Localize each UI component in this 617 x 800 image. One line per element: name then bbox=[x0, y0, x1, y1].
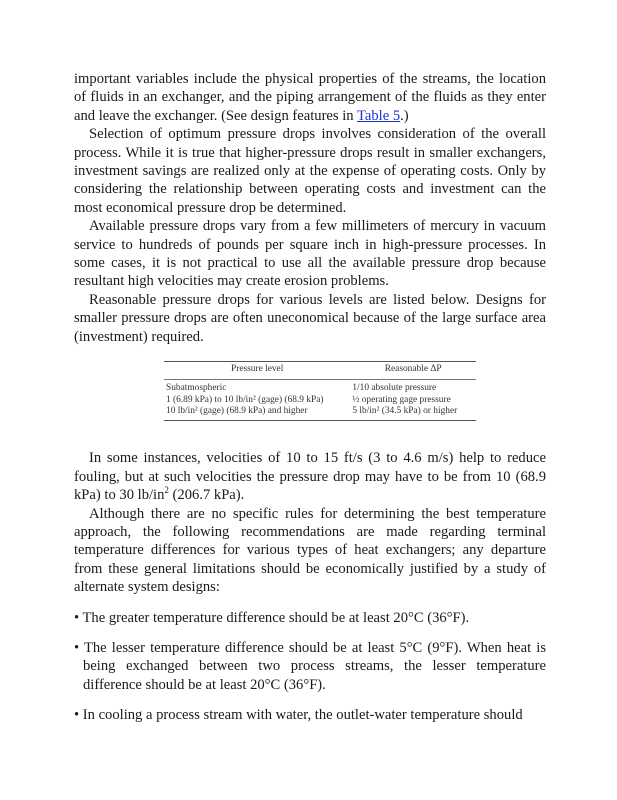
paragraph-available-pressure-drops: Available pressure drops vary from a few millimeters of mercury in vacuum service to hundreds of pounds per square inch in high-pressure processes. In some cases, it is not practical to use all the available pressure drop because resultant high velocities may create erosion problems. bbox=[74, 218, 546, 290]
pressure-drop-table-wrapper bbox=[164, 361, 476, 421]
cell-level: 10 lb/in² (gage) (68.9 kPa) and higher bbox=[164, 406, 350, 420]
document-body bbox=[74, 70, 546, 725]
table-header-row bbox=[164, 362, 476, 380]
pressure-drop-table bbox=[164, 361, 476, 421]
paragraph-temperature-approach: Although there are no specific rules for determining the best temperature approach, the following recommendations are made regarding terminal temperature differences for various types of heat exchangers; any departure from these general limitations should be economically justified by a study of alternate system designs: bbox=[74, 505, 546, 596]
paragraph-velocities-fouling bbox=[74, 449, 546, 504]
header-pressure-level: Pressure level bbox=[164, 362, 350, 380]
table-5-link[interactable]: Table 5 bbox=[356, 107, 401, 124]
bullet-cooling-water: • In cooling a process stream with water, the outlet-water temperature should bbox=[74, 707, 523, 724]
table-row bbox=[164, 406, 476, 420]
paragraph-reasonable-pressure-drops: Reasonable pressure drops for various levels are listed below. Designs for smaller pressure drops are often uneconomical because of the large surface area (investment) required. bbox=[74, 291, 546, 345]
paragraph-text: (206.7 kPa). bbox=[168, 487, 245, 504]
cell-level: 1 (6.89 kPa) to 10 lb/in² (gage) (68.9 kPa) bbox=[166, 394, 324, 405]
paragraph-design-variables bbox=[74, 70, 546, 125]
bullet-greater-temp-difference: • The greater temperature difference should be at least 20°C (36°F). bbox=[74, 609, 470, 626]
paragraph-text: .) bbox=[400, 107, 409, 124]
paragraph-text: In some instances, velocities of 10 to 15 ft/s (3 to 4.6 m/s) help to reduce fouling, but at such velocities the pressure drop may have to be from 10 (68.9 kPa) to 30 lb/in bbox=[74, 450, 546, 504]
cell-level: Subatmospheric bbox=[166, 382, 227, 393]
paragraph-text: important variables include the physical properties of the streams, the location of fluids in an exchanger, and the piping arrangement of the fluids as they enter and leave the exchanger. (See design features in bbox=[74, 71, 546, 124]
cell-dp: 1/10 absolute pressure bbox=[352, 382, 437, 393]
cell-dp: 5 lb/in² (34.5 kPa) or higher bbox=[350, 406, 476, 420]
superscript: 2 bbox=[164, 485, 169, 496]
bullet-lesser-temp-difference: • The lesser temperature difference should be at least 5°C (9°F). When heat is being exchanged between two process streams, the lesser temperature difference should be at least 20°C (36°F). bbox=[74, 639, 546, 693]
paragraph-optimum-pressure-drops: Selection of optimum pressure drops involves consideration of the overall process. While it is true that higher-pressure drops result in smaller exchangers, investment savings are realized only at the expense of operating costs. Only by considering the relationship between operating costs and investment can the most economical pressure drop be determined. bbox=[74, 126, 546, 216]
header-reasonable-dp: Reasonable ΔP bbox=[350, 362, 476, 380]
table-row bbox=[164, 395, 476, 407]
table-row bbox=[164, 379, 476, 394]
cell-dp: ½ operating gage pressure bbox=[352, 394, 451, 405]
